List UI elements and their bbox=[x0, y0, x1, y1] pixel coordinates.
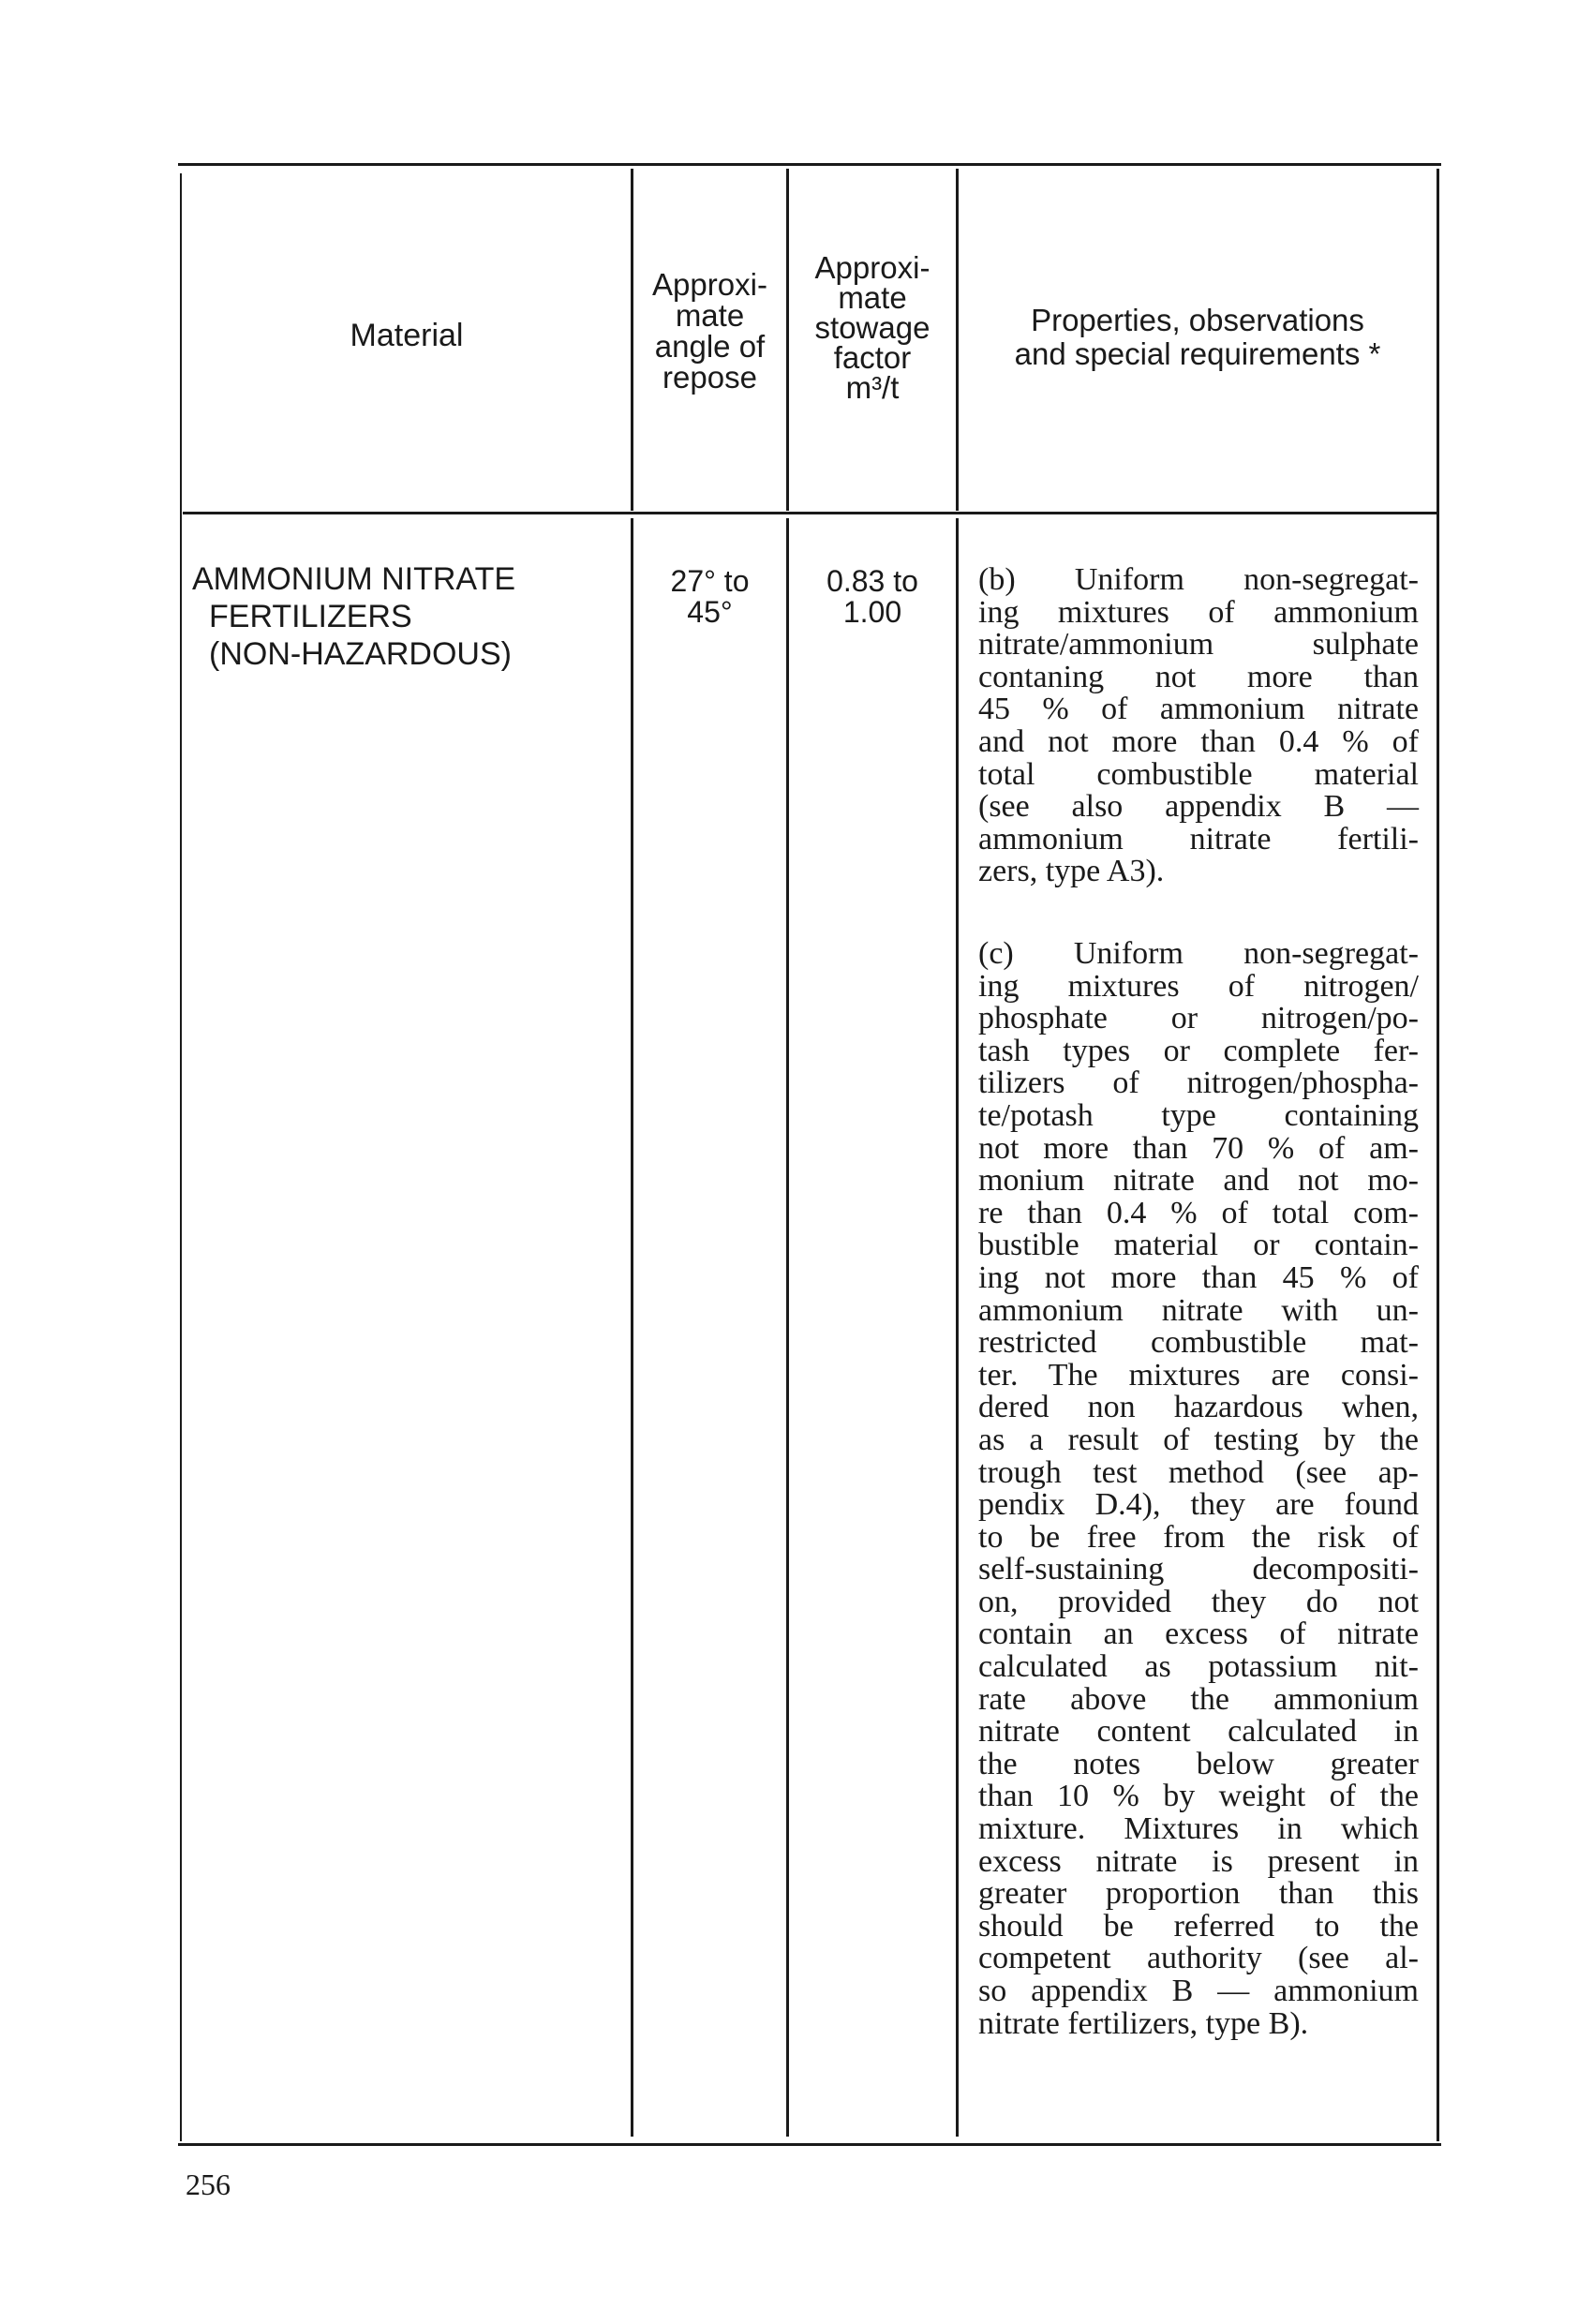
header-angle-of-repose: Approxi- mate angle of repose bbox=[652, 267, 767, 395]
paragraph-b: (b) Uniform non-segregat- ing mixtures of ammonium nitrate/ammonium sulphate contaning not more than 45 % of ammonium nitrate and not more than 0.4 % of total combustible material (see also appendix B — ammonium nitrate fertili- zers, type A3). bbox=[978, 562, 1419, 889]
header-properties: Properties, observations and special requirements * bbox=[1014, 303, 1381, 371]
angle-of-repose-value: 27° to 45° bbox=[670, 564, 750, 629]
material-name: AMMONIUM NITRATE FERTILIZERS (NON-HAZARDOUS) bbox=[192, 561, 516, 672]
col-divider-1-body bbox=[631, 518, 633, 2137]
stowage-factor-value: 0.83 to 1.00 bbox=[826, 564, 918, 629]
header-material: Material bbox=[350, 318, 464, 353]
header-bottom-rule bbox=[183, 512, 1438, 514]
table-top-rule bbox=[178, 163, 1441, 166]
table-right-rule bbox=[1437, 169, 1439, 2141]
col-divider-3-body bbox=[956, 518, 959, 2137]
table-bottom-rule bbox=[178, 2143, 1441, 2146]
page-number: 256 bbox=[186, 2168, 231, 2201]
col-divider-2-body bbox=[786, 518, 789, 2137]
paragraph-c: (c) Uniform non-segregat- ing mixtures of nitrogen/ phosphate or nitrogen/po- tash types or complete fer- tilizers of nitrogen/phospha- te/potash type containing not more than 70 % of am- monium nitrate and not mo- re than 0.4 % of total com- bustible material or contain- ing not more than 45 % of ammonium nitrate with un- restricted combustible mat- ter. The mixtures are consi- dered non hazardous when, as a result of testing by the trough test method (see ap- pendix D.4), they are found to be free from the risk of self-sustaining decompositi- on, provided they do not contain an excess of nitrate calculated as potassium nit- rate above the ammonium nitrate content calculated in the notes below greater than 10 % by weight of the mixture. Mixtures in which excess nitrate is present in greater proportion than this should be referred to the competent authority (see al- so appendix B — ammonium nitrate fertilizers, type B). bbox=[978, 936, 1419, 2041]
table-left-rule bbox=[180, 173, 182, 2141]
header-stowage-factor: Approxi- mate stowage factor m³/t bbox=[814, 250, 930, 405]
